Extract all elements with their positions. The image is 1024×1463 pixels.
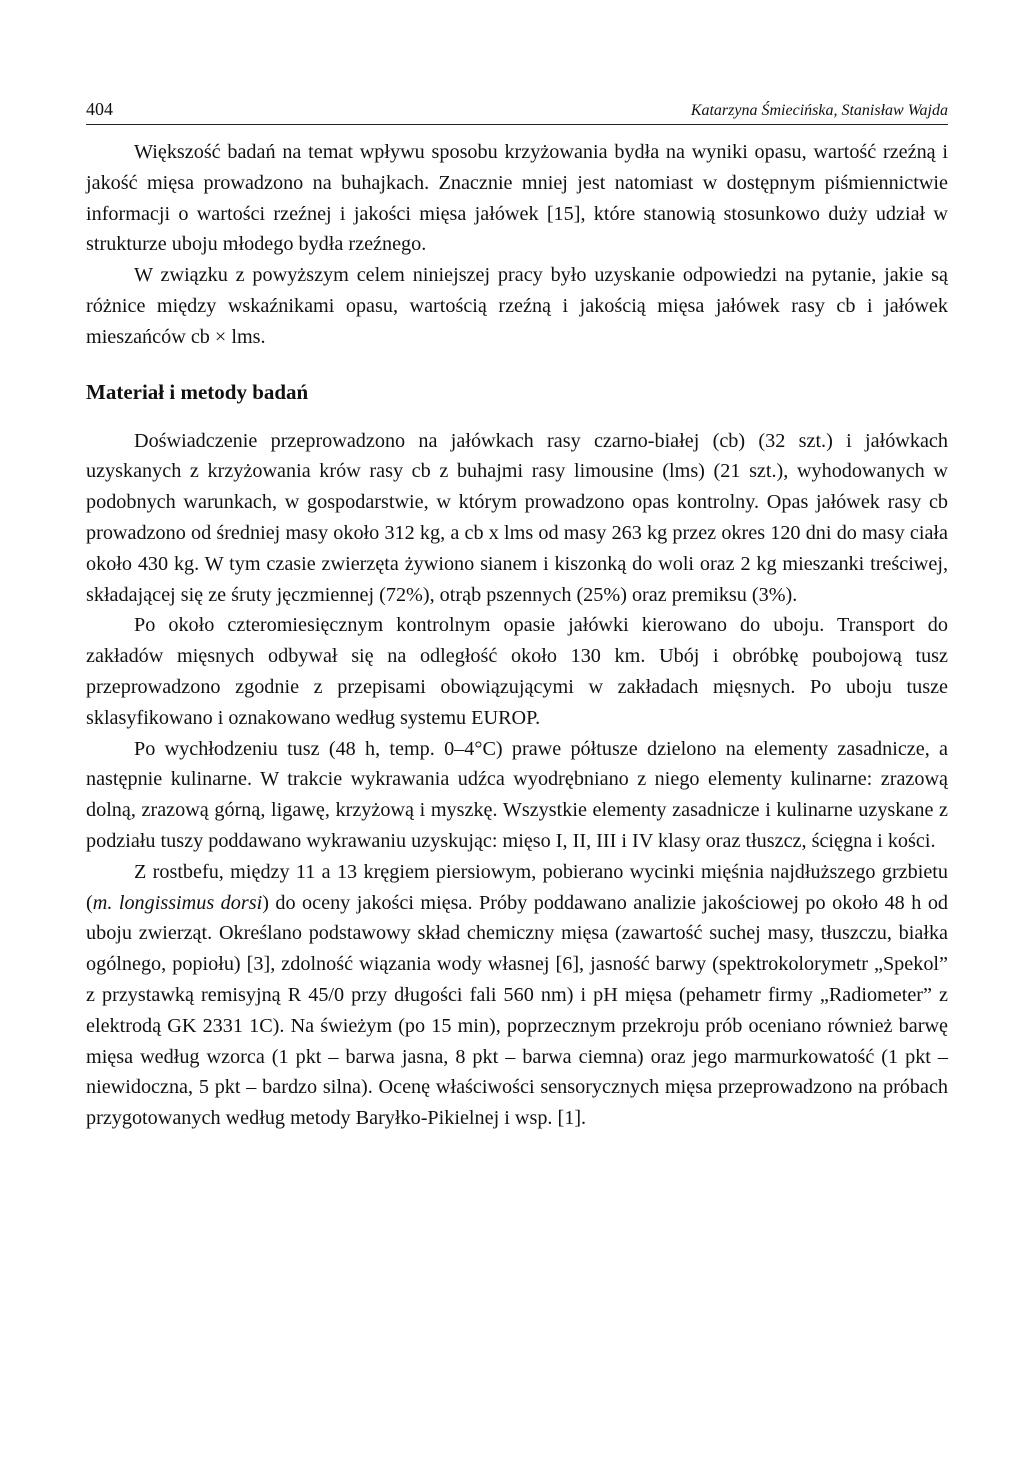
paragraph-text-end: ) do oceny jakości mięsa. Próby poddawano analizie jakościowej po około 48 h od uboju zwierząt. Określano podstawowy skład chemiczny mięsa (zawartość suchej masy, tłuszczu, białka ogólnego, popiołu) [3], zdolność wiązania wody własnej [6], jasność barwy (spektrokolorymetr „Spekol” z przystawką remisyjną R 45/0 przy długości fali 560 nm) i pH mięsa (pehametr firmy „Radiometer” z elektrodą GK 2331 1C). Na świeżym (po 15 min), poprzecznym przekroju prób oceniano również barwę mięsa według wzorca (1 pkt – barwa jasna, 8 pkt – barwa ciemna) oraz jego marmurkowatość (1 pkt – niewidoczna, 5 pkt – bardzo silna). Ocenę właściwości sensorycznych mięsa przeprowadzono na próbach przygotowanych według metody Baryłko-Pikielnej i wsp. [1]. <box>86 891 949 1130</box>
running-header-authors: Katarzyna Śmiecińska, Stanisław Wajda <box>690 102 948 119</box>
latin-muscle-name: m. longissimus dorsi <box>92 891 263 914</box>
paragraph-intro-1: Większość badań na temat wpływu sposobu krzyżowania bydła na wyniki opasu, wartość rzeźną i jakość mięsa prowadzono na buhajkach. Znacznie mniej jest natomiast w dostępnym piśmiennictwie informacji o wartości rzeźnej i jakości mięsa jałówek [15], które stanowią stosunkowo duży udział w strukturze uboju młodego bydła rzeźnego. <box>86 141 948 256</box>
paragraph-methods-2: Po około czteromiesięcznym kontrolnym opasie jałówki kierowano do uboju. Transport do zakładów mięsnych odbywał się na odległość około 130 km. Ubój i obróbkę poubojową tusz przeprowadzono zgodnie z przepisami obowiązującymi w zakładach mięsnych. Po uboju tusze sklasyfikowano i oznakowano według systemu EUROP. <box>86 614 948 729</box>
page-number: 404 <box>86 99 113 119</box>
page <box>86 96 948 1134</box>
paragraph-methods-3: Po wychłodzeniu tusz (48 h, temp. 0–4°C) prawe półtusze dzielono na elementy zasadnicze, a następnie kulinarne. W trakcie wykrawania udźca wyodrębniano z niego elementy kulinarne: zrazową dolną, zrazową górną, ligawę, krzyżową i myszkę. Wszystkie elementy zasadnicze i kulinarne uzyskane z podziału tuszy poddawano wykrawaniu uzyskując: mięso I, II, III i IV klasy oraz tłuszcz, ścięgna i kości. <box>86 737 948 852</box>
running-header <box>86 96 948 125</box>
paragraph-text-start: Z rostbefu, między 11 a 13 kręgiem piersiowym, pobierano wycinki mięśnia najdłuższego grzbietu ( <box>86 860 948 914</box>
article-body <box>86 137 948 1134</box>
paragraph-intro-2: W związku z powyższym celem niniejszej pracy było uzyskanie odpowiedzi na pytanie, jakie są różnice między wskaźnikami opasu, wartością rzeźną i jakością mięsa jałówek rasy cb i jałówek mieszańców cb × lms. <box>86 264 948 348</box>
section-heading: Materiał i metody badań <box>86 379 309 404</box>
paragraph-methods-4 <box>86 857 948 1134</box>
paragraph-methods-1: Doświadczenie przeprowadzono na jałówkach rasy czarno-białej (cb) (32 szt.) i jałówkach uzyskanych z krzyżowania krów rasy cb z buhajmi rasy limousine (lms) (21 szt.), wyhodowanych w podobnych warunkach, w gospodarstwie, w którym prowadzono opas kontrolny. Opas jałówek rasy cb prowadzono od średniej masy około 312 kg, a cb x lms od masy 263 kg przez okres 120 dni do masy ciała około 430 kg. W tym czasie zwierzęta żywiono sianem i kiszonką do woli oraz 2 kg mieszanki treściwej, składającej się ze śruty jęczmiennej (72%), otrąb pszennych (25%) oraz premiksu (3%). <box>86 429 948 606</box>
